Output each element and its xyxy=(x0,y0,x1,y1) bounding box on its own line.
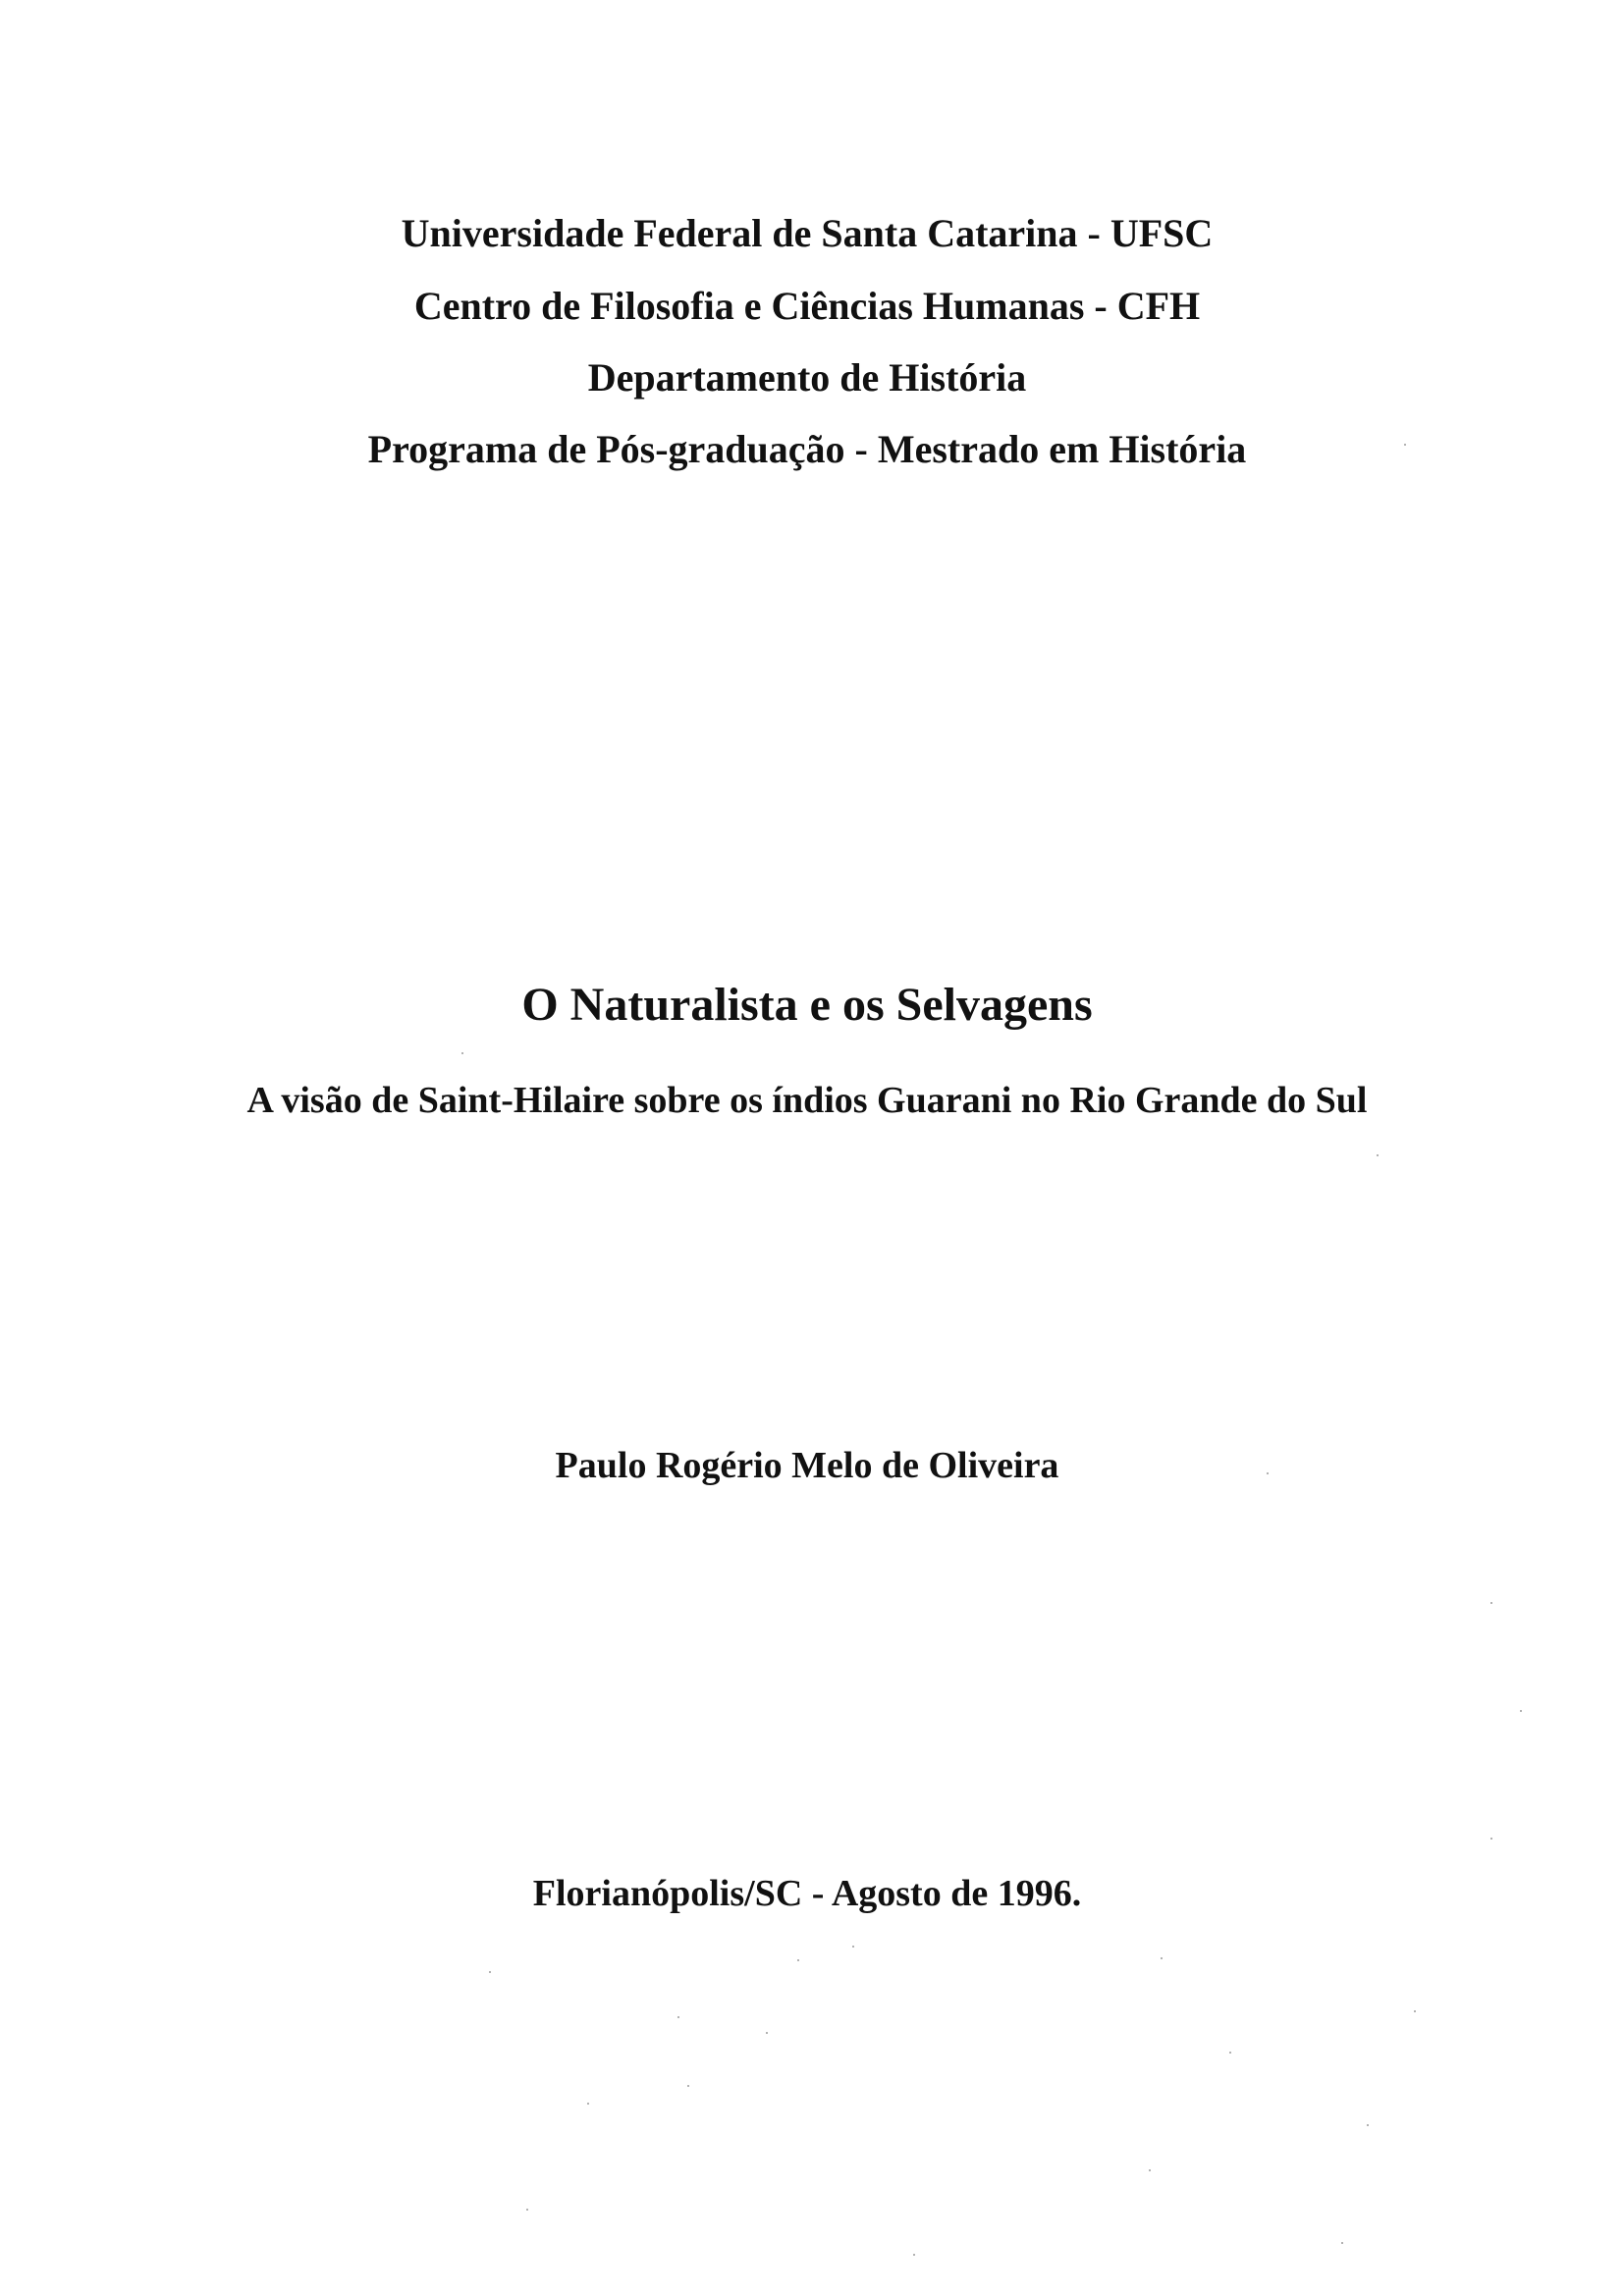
scan-speck xyxy=(1267,1472,1269,1474)
scan-speck xyxy=(1490,1838,1492,1840)
scan-speck xyxy=(1161,1957,1163,1959)
scan-speck xyxy=(1377,1154,1379,1156)
scan-speck xyxy=(1229,2052,1231,2054)
scan-speck xyxy=(913,2254,915,2256)
scan-speck xyxy=(1414,2010,1416,2012)
institution-center: Centro de Filosofia e Ciências Humanas - CFH xyxy=(413,284,1201,328)
scan-speck xyxy=(1490,1602,1492,1604)
scan-speck xyxy=(687,2085,689,2087)
place-and-date: Florianópolis/SC - Agosto de 1996. xyxy=(532,1873,1082,1914)
scan-speck xyxy=(1520,1710,1522,1712)
scan-speck xyxy=(461,1052,463,1054)
author-name: Paulo Rogério Melo de Oliveira xyxy=(555,1445,1059,1486)
work-title: O Naturalista e os Selvagens xyxy=(521,979,1093,1031)
scan-speck xyxy=(766,2032,768,2034)
institution-department: Departamento de História xyxy=(587,355,1027,400)
institution-program: Programa de Pós-graduação - Mestrado em História xyxy=(367,427,1247,471)
scan-speck xyxy=(797,1959,799,1961)
scan-speck xyxy=(526,2209,528,2211)
scan-speck xyxy=(1367,2124,1369,2126)
work-subtitle: A visão de Saint-Hilaire sobre os índios Guarani no Rio Grande do Sul xyxy=(246,1080,1368,1121)
scan-speck xyxy=(852,1946,854,1948)
scan-speck xyxy=(1149,2169,1151,2171)
scan-speck xyxy=(489,1971,491,1973)
scan-speck xyxy=(587,2103,589,2105)
institution-university: Universidade Federal de Santa Catarina - UFSC xyxy=(401,211,1214,255)
scan-speck xyxy=(1404,444,1406,446)
scan-speck xyxy=(1341,2242,1343,2244)
scan-speck xyxy=(677,2016,679,2018)
